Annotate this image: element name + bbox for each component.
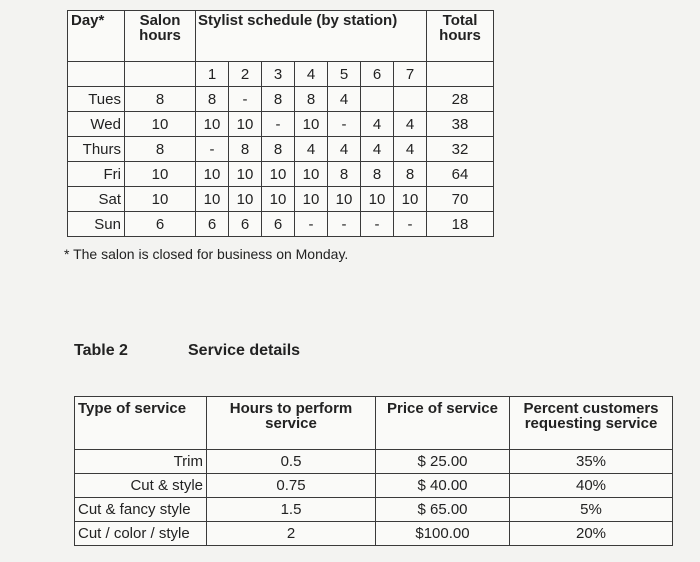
station-number: 6 <box>361 62 394 87</box>
station-hours-cell: - <box>361 212 394 237</box>
station-hours-cell: 10 <box>262 162 295 187</box>
station-hours-cell: 4 <box>394 137 427 162</box>
day-cell: Thurs <box>68 137 125 162</box>
total-hours-cell: 28 <box>427 87 494 112</box>
station-hours-cell: 8 <box>196 87 229 112</box>
day-cell: Sun <box>68 212 125 237</box>
station-hours-cell: - <box>229 87 262 112</box>
schedule-header-row <box>68 11 494 62</box>
station-hours-cell: 8 <box>262 137 295 162</box>
schedule-row <box>68 187 494 212</box>
station-number: 4 <box>295 62 328 87</box>
station-hours-cell: 10 <box>229 112 262 137</box>
station-hours-cell: 6 <box>229 212 262 237</box>
day-cell: Tues <box>68 87 125 112</box>
station-number-row <box>68 62 494 87</box>
service-row <box>75 522 673 546</box>
blank-cell <box>427 62 494 87</box>
station-hours-cell: 10 <box>262 187 295 212</box>
salon-hours-cell: 10 <box>125 112 196 137</box>
blank-cell <box>125 62 196 87</box>
station-hours-cell: 10 <box>196 162 229 187</box>
day-cell: Wed <box>68 112 125 137</box>
total-hours-header: Total hours <box>427 11 494 62</box>
station-hours-cell: 8 <box>328 162 361 187</box>
station-hours-cell <box>394 87 427 112</box>
service-header-row <box>75 397 673 450</box>
station-hours-cell: 6 <box>262 212 295 237</box>
day-cell: Sat <box>68 187 125 212</box>
type-of-service-header: Type of service <box>75 397 207 450</box>
station-hours-cell: 10 <box>229 187 262 212</box>
stylist-schedule-table <box>67 10 494 237</box>
station-hours-cell: 8 <box>361 162 394 187</box>
station-hours-cell: 6 <box>196 212 229 237</box>
table-2-label: Table 2 <box>74 342 128 359</box>
station-hours-cell: 10 <box>295 162 328 187</box>
closed-monday-footnote: * The salon is closed for business on Monday. <box>64 246 349 262</box>
service-type-cell: Trim <box>75 450 207 474</box>
station-hours-cell: 4 <box>295 137 328 162</box>
station-number: 3 <box>262 62 295 87</box>
station-hours-cell: 10 <box>196 187 229 212</box>
station-number: 5 <box>328 62 361 87</box>
hours-to-perform-header: Hours to perform service <box>207 397 376 450</box>
station-hours-cell: 4 <box>394 112 427 137</box>
service-row <box>75 498 673 522</box>
salon-hours-cell: 8 <box>125 87 196 112</box>
day-header: Day* <box>68 11 125 62</box>
stylist-schedule-header: Stylist schedule (by station) <box>196 11 427 62</box>
percent-customers-header: Percent customers requesting service <box>510 397 673 450</box>
schedule-row <box>68 212 494 237</box>
station-hours-cell: 8 <box>262 87 295 112</box>
service-price-cell: $ 25.00 <box>376 450 510 474</box>
schedule-row <box>68 87 494 112</box>
service-percent-cell: 35% <box>510 450 673 474</box>
station-hours-cell: 8 <box>229 137 262 162</box>
station-hours-cell: - <box>328 112 361 137</box>
service-row <box>75 450 673 474</box>
service-percent-cell: 5% <box>510 498 673 522</box>
service-type-cell: Cut / color / style <box>75 522 207 546</box>
total-hours-cell: 64 <box>427 162 494 187</box>
station-hours-cell: 8 <box>394 162 427 187</box>
total-hours-cell: 70 <box>427 187 494 212</box>
schedule-row <box>68 137 494 162</box>
total-hours-cell: 38 <box>427 112 494 137</box>
station-hours-cell: 8 <box>295 87 328 112</box>
schedule-row <box>68 112 494 137</box>
station-hours-cell: - <box>394 212 427 237</box>
station-hours-cell: - <box>196 137 229 162</box>
service-percent-cell: 20% <box>510 522 673 546</box>
station-hours-cell <box>361 87 394 112</box>
service-details-table <box>74 396 673 546</box>
salon-hours-cell: 8 <box>125 137 196 162</box>
total-hours-cell: 32 <box>427 137 494 162</box>
service-body <box>75 450 673 546</box>
service-price-cell: $ 40.00 <box>376 474 510 498</box>
service-row <box>75 474 673 498</box>
station-number: 1 <box>196 62 229 87</box>
station-hours-cell: 4 <box>328 87 361 112</box>
service-price-cell: $ 65.00 <box>376 498 510 522</box>
station-hours-cell: 10 <box>229 162 262 187</box>
salon-hours-cell: 10 <box>125 162 196 187</box>
service-hours-cell: 0.75 <box>207 474 376 498</box>
salon-hours-header: Salon hours <box>125 11 196 62</box>
service-type-cell: Cut & fancy style <box>75 498 207 522</box>
salon-hours-cell: 6 <box>125 212 196 237</box>
station-number: 2 <box>229 62 262 87</box>
station-number: 7 <box>394 62 427 87</box>
station-hours-cell: 10 <box>394 187 427 212</box>
station-hours-cell: 10 <box>361 187 394 212</box>
service-hours-cell: 2 <box>207 522 376 546</box>
station-hours-cell: 4 <box>361 112 394 137</box>
station-hours-cell: 10 <box>328 187 361 212</box>
salon-hours-cell: 10 <box>125 187 196 212</box>
service-price-cell: $100.00 <box>376 522 510 546</box>
service-hours-cell: 1.5 <box>207 498 376 522</box>
station-hours-cell: 10 <box>295 112 328 137</box>
station-hours-cell: 10 <box>295 187 328 212</box>
station-hours-cell: 4 <box>361 137 394 162</box>
service-type-cell: Cut & style <box>75 474 207 498</box>
station-hours-cell: 4 <box>328 137 361 162</box>
schedule-row <box>68 162 494 187</box>
table-2-title: Service details <box>188 342 301 359</box>
price-of-service-header: Price of service <box>376 397 510 450</box>
station-hours-cell: - <box>262 112 295 137</box>
station-hours-cell: - <box>295 212 328 237</box>
schedule-body <box>68 87 494 237</box>
day-cell: Fri <box>68 162 125 187</box>
service-hours-cell: 0.5 <box>207 450 376 474</box>
blank-cell <box>68 62 125 87</box>
total-hours-cell: 18 <box>427 212 494 237</box>
station-hours-cell: - <box>328 212 361 237</box>
station-hours-cell: 10 <box>196 112 229 137</box>
service-percent-cell: 40% <box>510 474 673 498</box>
